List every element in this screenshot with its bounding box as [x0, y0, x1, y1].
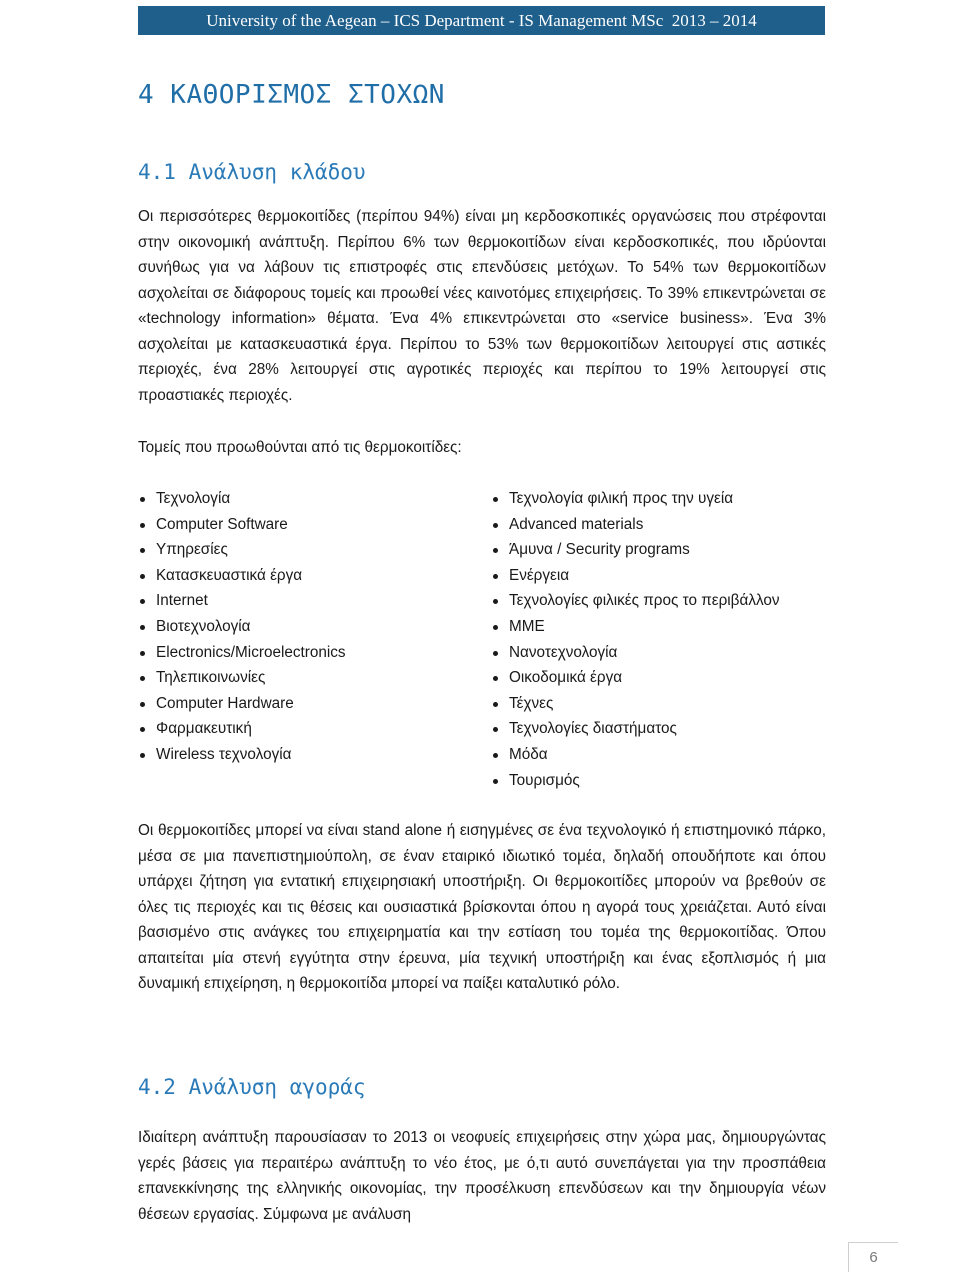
sector-list-item: Τεχνολογίες διαστήματος — [491, 716, 780, 742]
section-heading-4-2: 4.2 Ανάλυση αγοράς — [138, 1075, 366, 1099]
sector-list-item: Βιοτεχνολογία — [138, 614, 346, 640]
sector-list-item: Τουρισμός — [491, 768, 780, 794]
sector-list-item: Κατασκευαστικά έργα — [138, 563, 346, 589]
incubator-location-paragraph: Οι θερμοκοιτίδες μπορεί να είναι stand alone ή εισηγμένες σε ένα τεχνολογικό ή επιστημονικό πάρκο, μέσα σε μια πανεπιστημιούπολη, σε έναν εταιρικό ιδιωτικό τομέα, δηλαδή οπουδήποτε και όπου υπάρχει ζήτηση για εντατική επιχειρησιακή υποστήριξη. Οι θερμοκοιτίδες μπορούν να βρεθούν σε όλες τις περιοχές και τις θέσεις και ουσιαστικά βρίσκονται όπου η αγορά τους χρειάζεται. Αυτό είναι βασισμένο στις ανάγκες του επιχειρηματία και την εστίαση του τομέα της θερμοκοιτίδας. Όπου απαιτείται μία στενή εγγύτητα στην έρευνα, μία τεχνική υποστήριξη και ένας εξοπλισμός ή μια δυναμική επιχείρηση, η θερμοκοιτίδα μπορεί να παίξει καταλυτικό ρόλο. — [138, 822, 826, 992]
sector-list-item: Φαρμακευτική — [138, 716, 346, 742]
section-heading-4-1: 4.1 Ανάλυση κλάδου — [138, 160, 366, 184]
sector-list-item: Τεχνολογίες φιλικές προς το περιβάλλον — [491, 588, 780, 614]
sectors-list-right — [491, 486, 780, 793]
sector-list-item: Internet — [138, 588, 346, 614]
page-number: 6 — [848, 1242, 898, 1272]
sector-list-item: Τέχνες — [491, 691, 780, 717]
sector-list-item: Τηλεπικοινωνίες — [138, 665, 346, 691]
sector-list-item: Νανοτεχνολογία — [491, 640, 780, 666]
sectors-list-left — [138, 486, 346, 768]
sector-list-item: Υπηρεσίες — [138, 537, 346, 563]
sector-list-item: Computer Software — [138, 512, 346, 538]
sector-list-item: Wireless τεχνολογία — [138, 742, 346, 768]
document-header — [138, 6, 825, 35]
sector-list-item: Τεχνολογία φιλική προς την υγεία — [491, 486, 780, 512]
sector-list-item: ΜΜΕ — [491, 614, 780, 640]
sector-list-item: Τεχνολογία — [138, 486, 346, 512]
sector-list-item: Άμυνα / Security programs — [491, 537, 780, 563]
section-heading-4: 4 ΚΑΘΟΡΙΣΜΟΣ ΣΤΟΧΩΝ — [138, 80, 445, 110]
sector-list-item: Ενέργεια — [491, 563, 780, 589]
sector-list-item: Computer Hardware — [138, 691, 346, 717]
sector-list-item: Advanced materials — [491, 512, 780, 538]
header-title: University of the Aegean – ICS Department - IS Management MSc 2013 – 2014 — [206, 10, 757, 30]
sectors-intro: Τομείς που προωθούνται από τις θερμοκοιτίδες: — [138, 439, 462, 456]
sector-list-item: Οικοδομικά έργα — [491, 665, 780, 691]
sector-list-item: Μόδα — [491, 742, 780, 768]
industry-analysis-paragraph: Οι περισσότερες θερμοκοιτίδες (περίπου 94%) είναι μη κερδοσκοπικές οργανώσεις που στρέφονται στην οικονομική ανάπτυξη. Περίπου 6% των θερμοκοιτίδων είναι κερδοσκοπικές, που ιδρύονται συνήθως για να λάβουν τις επιστροφές στις επενδύσεις μετόχων. Το 54% των θερμοκοιτίδων ασχολείται σε διάφορους τομείς και προωθεί νέες καινοτόμες επιχειρήσεις. Το 39% επικεντρώνεται σε «technology information» θέματα. Ένα 4% επικεντρώνεται στο «service business». Ένα 3% ασχολείται με κατασκευαστικά έργα. Περίπου το 53% των θερμοκοιτίδων λειτουργεί στις αστικές περιοχές, ένα 28% λειτουργεί στις αγροτικές περιοχές και περίπου το 19% λειτουργεί στις προαστιακές περιοχές. — [138, 208, 826, 404]
market-analysis-paragraph: Ιδιαίτερη ανάπτυξη παρουσίασαν το 2013 οι νεοφυείς επιχειρήσεις στην χώρα μας, δημιουργώντας γερές βάσεις για περαιτέρω ανάπτυξη το νέο έτος, με ό,τι αυτό συνεπάγεται για την προσπάθεια επανεκκίνησης της ελληνικής οικονομίας, την προσέλκυση επενδύσεων και την δημιουργία νέων θέσεων εργασίας. Σύμφωνα με ανάλυση — [138, 1129, 826, 1223]
sector-list-item: Electronics/Microelectronics — [138, 640, 346, 666]
